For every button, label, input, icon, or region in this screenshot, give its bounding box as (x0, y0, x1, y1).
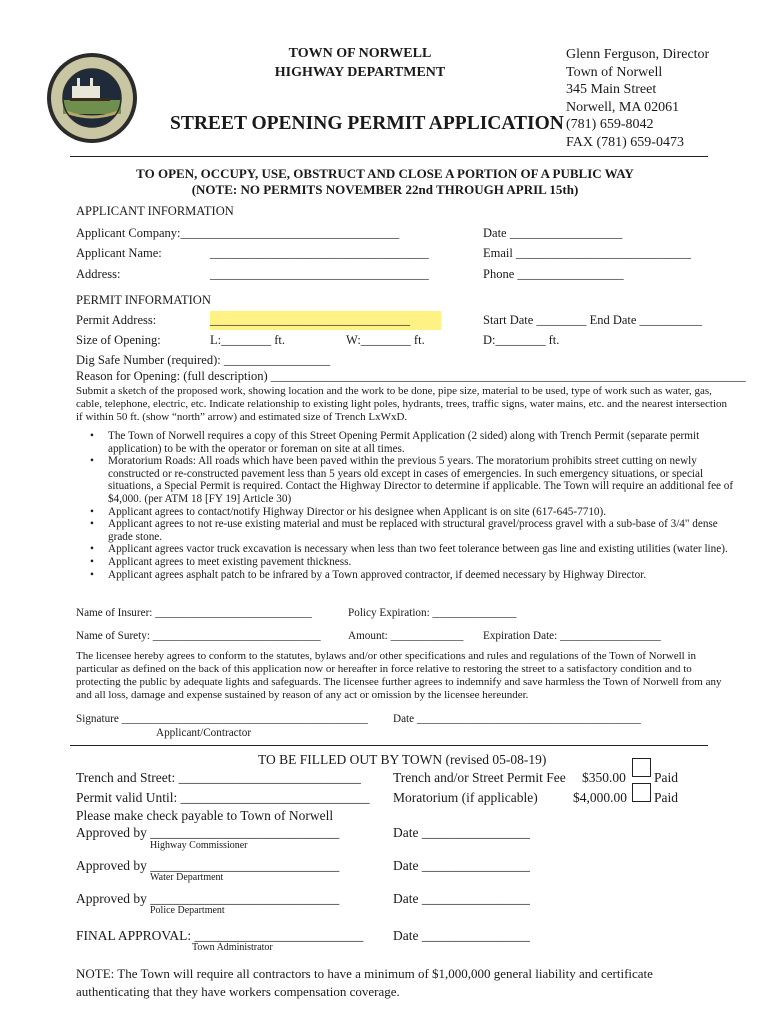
address-field[interactable]: ___________________________________ (210, 267, 429, 281)
licensee-agreement: The licensee hereby agrees to conform to the statutes, bylaws and/or other specifications and rules and regulations of the Town of Norwell in particular as defined on the back of this application now or hereafter in force relative to restoring the street to a satisfactory condition and to protecting the public by adequate lights and safeguards. The licensee further agrees to indemnify and save harmless the Town of Norwell from any and all loss, damage and expense sustained by reason of any act or omission by the licensee hereunder. (76, 650, 722, 701)
applicant-name-label: Applicant Name: (76, 246, 162, 260)
length-field[interactable]: L:________ ft. (210, 333, 285, 347)
permit-address-label: Permit Address: (76, 313, 157, 327)
notice-line-2: (NOTE: NO PERMITS NOVEMBER 22nd THROUGH APRIL 15th) (191, 182, 579, 197)
size-label: Size of Opening: (76, 333, 161, 347)
approval-highway-caption: Highway Commissioner (150, 840, 248, 851)
approval-water-field[interactable]: Approved by ____________________________ (76, 858, 340, 873)
list-item: • Moratorium Roads: All roads which have been paved within the previous 5 years. The moratorium prohibits street cutting on newly constructed or re-constructed pavement less than 5 years old except in cases of emergencies. In such emergency situations, or special situations, a Special Permit is required. Contact the Highway Director to determine if applicable. The Town will require an additional fee of $4,000. (per ATM 18 [FY 19] Article 30) (76, 455, 736, 505)
list-item: • Applicant agrees vactor truck excavation is necessary when less than two feet tolerance between gas line and existing utilities (water line). (76, 543, 736, 556)
sketch-instructions: Submit a sketch of the proposed work, showing location and the work to be done, pipe size, material to be used, type of work such as water, gas, cable, telephone, electric, etc. Indicate relationship to existing light poles, hydrants, trees, traffic signs, water mains, etc. and the nearest intersection if within 50 ft. (show “north” arrow) and estimated size of Trench LxWxD. (76, 385, 728, 423)
permit-heading: PERMIT INFORMATION (76, 293, 211, 307)
contact-line: Glenn Ferguson, Director (566, 47, 710, 62)
permit-address-field[interactable]: ________________________________ (210, 313, 410, 327)
signature-field[interactable]: Signature ____________________________________________ (76, 713, 368, 725)
address-label: Address: (76, 267, 121, 281)
applicant-heading: APPLICANT INFORMATION (76, 204, 234, 218)
final-approval-date[interactable]: Date ________________ (393, 928, 530, 943)
policy-expiration-field[interactable]: Policy Expiration: _______________ (348, 607, 517, 619)
town-seal-logo (46, 52, 138, 144)
moratorium-paid-label: Paid (654, 790, 679, 805)
reason-field[interactable]: Reason for Opening: (full description) ____________________________________________________________________________ (76, 369, 746, 383)
signature-caption: Applicant/Contractor (156, 727, 252, 739)
list-item: • The Town of Norwell requires a copy of this Street Opening Permit Application (2 sided) along with Trench Permit (separate permit application) to be with the operator or foreman on site at all times. (76, 430, 736, 455)
approval-water-date[interactable]: Date ________________ (393, 858, 530, 873)
approval-police-caption: Police Department (150, 905, 225, 916)
form-title: STREET OPENING PERMIT APPLICATION (170, 113, 564, 134)
approval-highway-field[interactable]: Approved by ____________________________ (76, 825, 340, 840)
conditions-list (76, 430, 736, 581)
approval-highway-date[interactable]: Date ________________ (393, 825, 530, 840)
contact-block (566, 46, 709, 151)
applicant-company-field[interactable]: Applicant Company:___________________________________ (76, 226, 400, 240)
final-approval-field[interactable]: FINAL APPROVAL: _________________________ (76, 928, 364, 943)
amount-field[interactable]: Amount: _____________ (348, 630, 464, 642)
approval-police-date[interactable]: Date ________________ (393, 891, 530, 906)
signature-date-field[interactable]: Date ________________________________________ (393, 713, 641, 725)
fee-label: Trench and/or Street Permit Fee (393, 770, 566, 785)
final-approval-caption: Town Administrator (192, 942, 273, 953)
check-payable-note: Please make check payable to Town of Norwell (76, 808, 334, 823)
email-field[interactable]: Email ____________________________ (483, 246, 691, 260)
town-section-heading: TO BE FILLED OUT BY TOWN (revised 05-08-19) (258, 752, 547, 767)
fee-paid-checkbox[interactable] (632, 758, 651, 777)
header-divider (70, 156, 708, 157)
list-item: • Applicant agrees to contact/notify Highway Director or his designee when Applicant is on site (617-645-7710). (76, 506, 736, 519)
start-end-date-field[interactable]: Start Date ________ End Date __________ (483, 313, 703, 327)
contact-line: (781) 659-8042 (566, 117, 654, 132)
contact-line: 345 Main Street (566, 82, 657, 97)
phone-field[interactable]: Phone _________________ (483, 267, 624, 281)
trench-street-field[interactable]: Trench and Street: ___________________________ (76, 770, 361, 785)
town-section-divider (70, 745, 708, 746)
approval-water-caption: Water Department (150, 872, 224, 883)
town-name: TOWN OF NORWELL (288, 46, 432, 61)
moratorium-paid-checkbox[interactable] (632, 783, 651, 802)
digsafe-field[interactable]: Dig Safe Number (required): _________________ (76, 353, 331, 367)
fee-paid-label: Paid (654, 770, 679, 785)
notice-line-1: TO OPEN, OCCUPY, USE, OBSTRUCT AND CLOSE A PORTION OF A PUBLIC WAY (136, 166, 634, 181)
contact-line: Norwell, MA 02061 (566, 99, 680, 115)
list-item: • Applicant agrees asphalt patch to be infrared by a Town approved contractor, if deemed necessary by Highway Director. (76, 569, 736, 582)
fee-amount: $350.00 (582, 770, 626, 785)
applicant-date-field[interactable]: Date __________________ (483, 226, 623, 240)
department-name: HIGHWAY DEPARTMENT (274, 65, 446, 80)
contact-line: FAX (781) 659-0473 (566, 134, 684, 150)
moratorium-amount: $4,000.00 (573, 790, 627, 805)
moratorium-label: Moratorium (if applicable) (393, 790, 538, 805)
approval-police-field[interactable]: Approved by ____________________________ (76, 891, 340, 906)
permit-valid-field[interactable]: Permit valid Until: ____________________________ (76, 790, 370, 805)
contact-line: Town of Norwell (566, 64, 663, 80)
insurer-field[interactable]: Name of Insurer: ____________________________ (76, 607, 312, 619)
applicant-name-field[interactable]: ___________________________________ (210, 246, 429, 260)
insurance-note: NOTE: The Town will require all contractors to have a minimum of $1,000,000 general liability and certificate authenticating that they have workers compensation coverage. (76, 966, 653, 999)
surety-expiration-field[interactable]: Expiration Date: __________________ (483, 630, 661, 642)
depth-field[interactable]: D:________ ft. (483, 333, 560, 347)
surety-field[interactable]: Name of Surety: ______________________________ (76, 630, 321, 642)
list-item: • Applicant agrees to not re-use existing material and must be replaced with structural gravel/process gravel with a sub-base of 3/4" dense grade stone. (76, 518, 736, 543)
width-field[interactable]: W:________ ft. (346, 333, 425, 347)
list-item: • Applicant agrees to meet existing pavement thickness. (76, 556, 736, 569)
